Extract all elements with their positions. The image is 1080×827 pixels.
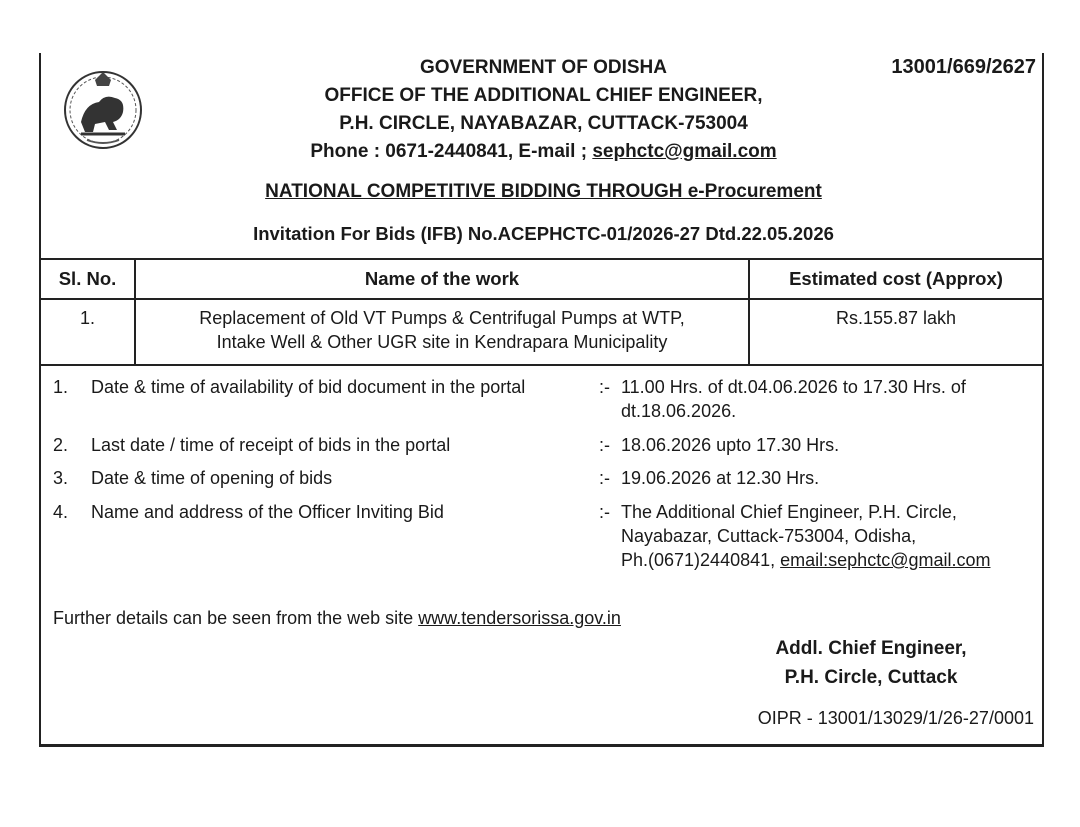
header-circle: P.H. CIRCLE, NAYABAZAR, CUTTACK-753004: [339, 113, 748, 134]
detail-value: [621, 500, 1041, 572]
website-link[interactable]: www.tendersorissa.gov.in: [418, 608, 621, 628]
further-details: [53, 608, 621, 629]
detail-value: [621, 466, 1041, 490]
further-details-text: Further details can be seen from the web site: [53, 608, 419, 628]
detail-value-line: The Additional Chief Engineer, P.H. Circle,: [621, 502, 957, 522]
detail-value-line: Nayabazar, Cuttack-753004, Odisha,: [621, 526, 917, 546]
phone-text: Phone : 0671-2440841, E-mail ;: [310, 141, 593, 162]
detail-number: 2.: [53, 435, 69, 455]
table-header-row: [41, 259, 1042, 299]
ifb-number: Invitation For Bids (IFB) No.ACEPHCTC-01/2026-27 Dtd.22.05.2026: [253, 223, 834, 244]
detail-label: Name and address of the Officer Inviting Bid: [91, 502, 444, 522]
detail-value-line: 11.00 Hrs. of dt.04.06.2026 to 17.30 Hrs. of: [621, 377, 966, 397]
header-government: GOVERNMENT OF ODISHA: [419, 57, 667, 78]
tender-notice: [39, 53, 1044, 747]
detail-label: Last date / time of receipt of bids in the portal: [91, 435, 451, 455]
cell-sl: 1.: [41, 299, 135, 365]
col-header-cost: Estimated cost (Approx): [749, 259, 1042, 299]
cell-cost: Rs.155.87 lakh: [749, 299, 1042, 365]
detail-label: Date & time of availability of bid document in the portal: [91, 377, 526, 397]
work-table: [41, 258, 1042, 366]
signature-office: P.H. Circle, Cuttack: [784, 667, 958, 688]
work-line-1: Replacement of Old VT Pumps & Centrifugal Pumps at WTP,: [199, 308, 685, 328]
detail-value: [621, 433, 1041, 457]
cell-work: [135, 299, 749, 365]
detail-value-line: 18.06.2026 upto 17.30 Hrs.: [621, 435, 840, 455]
detail-separator: :-: [599, 502, 610, 522]
work-line-2: Intake Well & Other UGR site in Kendrapara Municipality: [216, 332, 668, 352]
header-office: OFFICE OF THE ADDITIONAL CHIEF ENGINEER,: [324, 85, 763, 106]
detail-separator: :-: [599, 377, 610, 397]
detail-number: 4.: [53, 502, 69, 522]
detail-value-line: dt.18.06.2026.: [621, 401, 737, 421]
detail-number: 1.: [53, 377, 69, 397]
bidding-title: [41, 181, 1046, 203]
reference-number: 13001/669/2627: [891, 56, 1036, 78]
col-header-sl: Sl. No.: [41, 259, 135, 299]
detail-separator: :-: [599, 435, 610, 455]
officer-phone: Ph.(0671)2440841,: [621, 550, 781, 570]
email-link[interactable]: sephctc@gmail.com: [592, 141, 777, 162]
col-header-work: Name of the work: [135, 259, 749, 299]
header-contact: [41, 141, 1046, 163]
detail-number: 3.: [53, 468, 69, 488]
detail-value: [621, 375, 1041, 423]
detail-value-line: 19.06.2026 at 12.30 Hrs.: [621, 468, 820, 488]
officer-email-link[interactable]: email:sephctc@gmail.com: [780, 550, 991, 570]
detail-label: Date & time of opening of bids: [91, 468, 333, 488]
detail-separator: :-: [599, 468, 610, 488]
oipr-number: OIPR - 13001/13029/1/26-27/0001: [757, 708, 1034, 728]
table-row: [41, 299, 1042, 365]
signature-designation: Addl. Chief Engineer,: [775, 638, 967, 659]
bidding-title-text: NATIONAL COMPETITIVE BIDDING THROUGH e-Procurement: [265, 181, 822, 202]
detail-value-line: [621, 548, 1041, 572]
